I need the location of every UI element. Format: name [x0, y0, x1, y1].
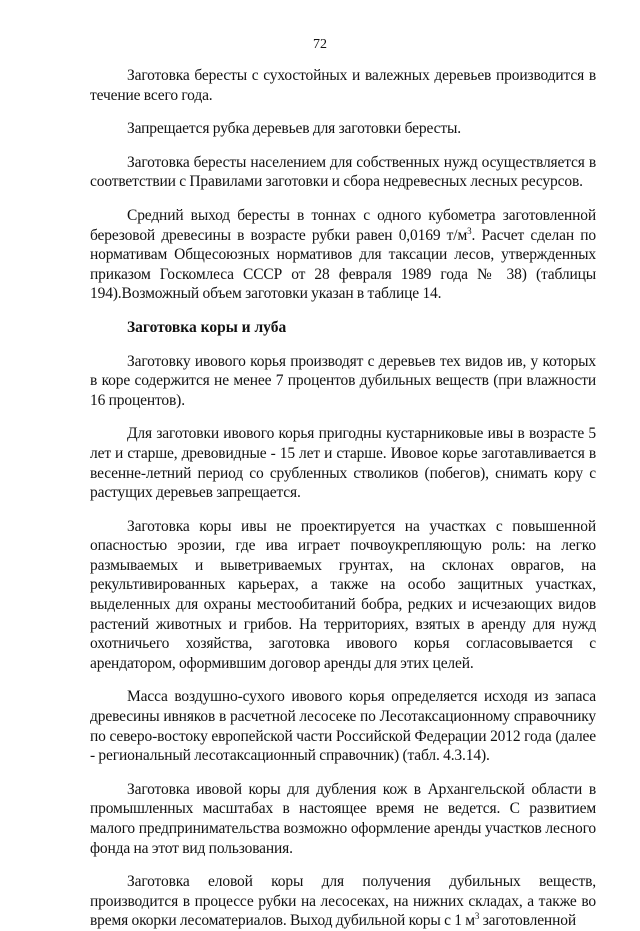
page-number: 72 [313, 37, 327, 52]
paragraph-erosion-restrictions: Заготовка коры ивы не проектируется на участках с повышенной опасностью эрозии, где ива играет почвоукрепляющую роль: на легко размываемых и выветриваемых грунтах, на склонах оврагов, на рекультивированных карьерах, а также на особо защитных участках, выделенных для охраны местообитаний бобра, редких и исчезающих видов растений животных и грибов. На территориях, взятых в аренду для нужд охотничьего хозяйства, заготовка ивового корья согласовывается с арендатором, оформившим договор аренды для этих целей. [90, 517, 596, 672]
paragraph-willow-bark-species: Заготовку ивового корья производят с деревьев тех видов ив, у которых в коре содержится не менее 7 процентов дубильных веществ (при влажности 16 процентов). [90, 352, 596, 409]
paragraph-felling-prohibited: Запрещается рубка деревьев для заготовки бересты. [127, 120, 461, 138]
paragraph-tanning-arkhangelsk: Заготовка ивовой коры для дубления кож в Архангельской области в промышленных масштабах в настоящее время не ведется. С развитием малого предпринимательства возможно оформление аренды участков лесного фонда на этот вид пользования. [90, 780, 596, 857]
cubic-superscript-2: 3 [474, 911, 480, 922]
spruce-bark-text-end: заготовленной [479, 912, 576, 930]
bark-yield-text-start: Средний выход бересты в тоннах с одного кубометра заготовленной березовой древесины в возрасте рубки равен 0,0169 т/м [90, 206, 596, 244]
paragraph-spruce-bark [90, 872, 596, 931]
paragraph-bark-season: Заготовка бересты с сухостойных и валежных деревьев производится в течение всего года. [90, 67, 596, 104]
page-content [90, 66, 596, 931]
section-heading: Заготовка коры и луба [127, 318, 287, 336]
paragraph-population-needs: Заготовка бересты населением для собственных нужд осуществляется в соответствии с Правилами заготовки и сбора недревесных лесных ресурсов. [90, 153, 596, 191]
paragraph-willow-bark-age: Для заготовки ивового корья пригодны кустарниковые ивы в возрасте 5 лет и старше, древовидные - 15 лет и старше. Ивовое корье заготавливается в весенне-летний период со срубленных стволиков (побегов), снимать кору с растущих деревьев запрещается. [90, 425, 596, 502]
cubic-superscript: 3 [467, 225, 472, 236]
bark-yield-text-end: . Расчет сделан по нормативам Общесоюзных нормативов для таксации лесов, утвержденных приказом Госкомлеса СССР от 28 февраля 1989 года № 38) (таблицы 194).Возможный объем заготовки указан в таблице 14. [90, 226, 596, 303]
paragraph-bark-yield [90, 206, 596, 304]
paragraph-bark-mass: Масса воздушно-сухого ивового корья определяется исходя из запаса древесины ивняков в расчетной лесосеке по Лесотаксационному справочнику по северо-востоку европейской части Российской Федерации 2012 года (далее - региональный лесотаксационный справочник) (табл. 4.3.14). [90, 688, 596, 765]
spruce-bark-text-start: Заготовка еловой коры для получения дубильных веществ, производится в процессе рубки на лесосеках, на нижних складах, а также во время окорки лесоматериалов. Выход дубильной коры с 1 м [90, 873, 596, 930]
